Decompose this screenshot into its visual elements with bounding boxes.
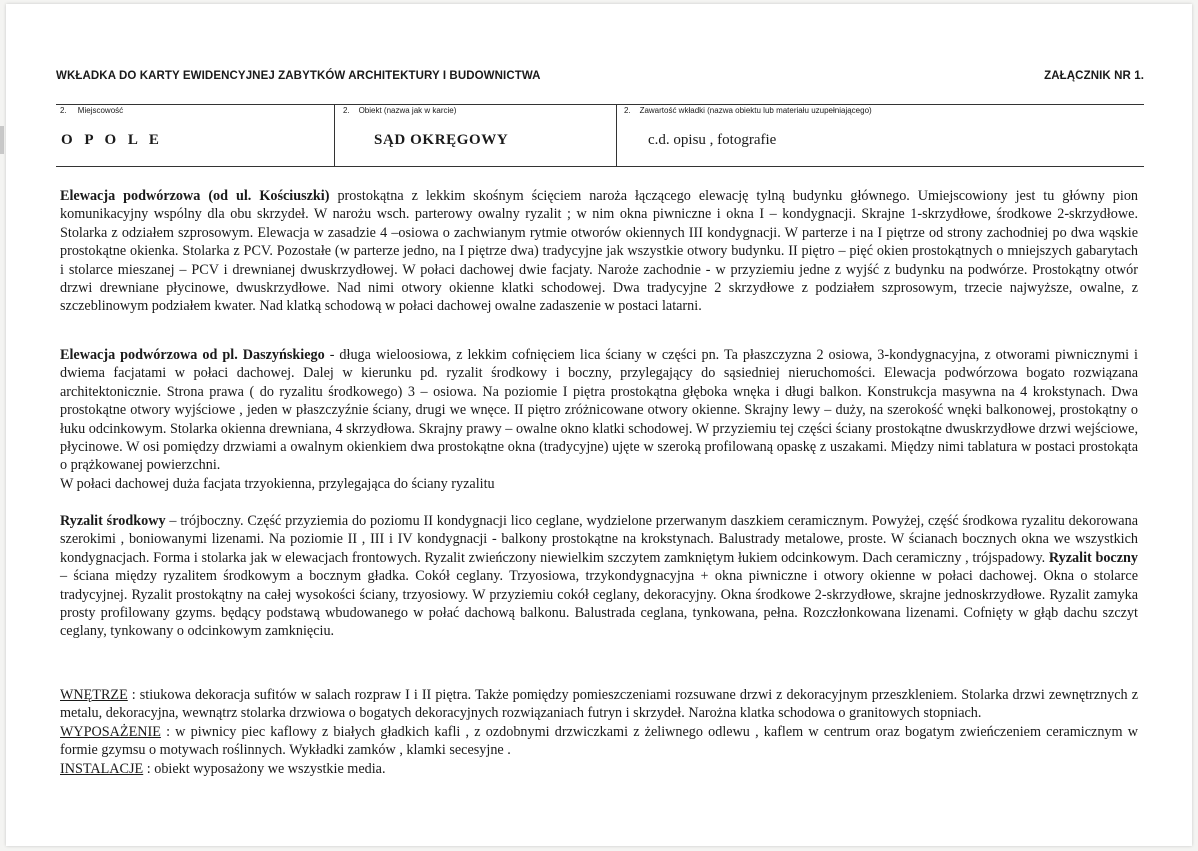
paragraph-subheading: Ryzalit boczny	[1048, 549, 1139, 566]
annex-number: ZAŁĄCZNIK NR 1.	[1044, 70, 1144, 82]
field-object-label: 2. Obiekt (nazwa jak w karcie)	[343, 106, 457, 115]
field-content-value: c.d. opisu , fotografie	[648, 132, 777, 148]
installations-text: : obiekt wyposażony we wszystkie media.	[143, 760, 386, 777]
paragraph-body: - długa wieloosiowa, z lekkim cofnięciem lica ściany w części pn. Ta płaszczyzna 2 osiowa, 3-kondygnacyjna, z otworami piwnicznymi i dwiema facjatami w połaci dachowej. Dalej w kierunku pd. ryzalit środkowy i boczny, przylegający do sąsiedniej nieruchomości. Elewacja podwórzowa bogato rozwiązana architektonicznie. Strona prawa ( do ryzalitu środkowego) 3 – osiowa. Na poziomie I piętra prostokątna głęboka wnęka i długi balkon. Konstrukcja masywna na 4 krokstynach. Dwa prostokątne otwory wyjściowe , jeden w płaszczyźnie ściany, drugi we wnęce. II piętro zróżnicowane otwory okienne. Skrajny lewy – duży, na szerokość wnęki balkonowej, prostokątny o łuku odcinkowym. Stolarka okienna drewniana, 4 skrzydłowa. Skrajny prawy – owalne okno klatki schodowej. W przyziemiu tej części ściany prostokątne dwuskrzydłowe drzwi wejściowe, płycinowe. W osi pomiędzy drzwiami a owalnym okienkiem dwa prostokątne okna (tradycyjne) ujęte w szeroką profilowaną opaskę z uszakami. Między nimi tablatura w postaci prostokąta o prążkowanej powierzchni.	[60, 347, 1138, 474]
scan-edge-mark	[0, 126, 4, 154]
paragraph-body: prostokątna z lekkim skośnym ścięciem naroża łączącego elewację tylną budynku głównego. Umiejscowiony jest tu główny pion komunikacyjny wspólny dla obu skrzydeł. W narożu wsch. parterowy owalny ryzalit ; w nim okna piwniczne i okna I – kondygnacji. Skrajne 1-skrzydłowe, środkowe 2-skrzydłowe. Stolarka z odziałem szprosowym. Elewacja w zasadzie 4 –osiowa o zachwianym rytmie otworów okiennych III kondygnacji. W parterze i na I piętrze od strony zachodniej po dwa wąskie prostokątne okienka. Stolarka z PCV. Pozostałe (w parterze jedno, na I piętrze dwa) tradycyjne jak wszystkie otwory budynku. II piętro – pięć okien prostokątnych o mniejszych gabarytach i stolarce mieszanej – PCV i drewnianej dwuskrzydłowej. W połaci dachowej dwie facjaty. Naroże zachodnie - w przyziemiu jedne z wyjść z budynku na podwórze. Prostokątny otwór drzwi drewniane płycinowe, dwuskrzydłowe. Nad nimi otwory okienne klatki schodowej. Dwa tradycyjne 2 skrzydłowe z podziałem szprosowym, trzecie najwyższe, owalne, z szczeblinowym podziałem kwater. Nad klatką schodową w połaci dachowej owalne zadaszenie w postaci latarni.	[60, 188, 1139, 315]
form-divider-2	[616, 104, 617, 166]
installations-label: INSTALACJE	[60, 760, 144, 777]
equipment-label: WYPOSAŻENIE	[60, 723, 161, 740]
paragraph-body-continuation: W połaci dachowej duża facjata trzyokienna, przylegająca do ściany ryzalitu	[60, 475, 495, 492]
form-top-rule	[56, 104, 1144, 105]
paragraph-body: – ściana między ryzalitem środkowym a bocznym gładka. Cokół ceglany. Trzyosiowa, trzykondygnacyjna + okna piwniczne i otwory okienne w połaci dachowej. Okna o stolarce tradycyjnej. Ryzalit prostokątny na całej wysokości ściany, trzyosiowy. W przyziemiu cokół ceglany, dekoracyjny. Okna środkowe 2-skrzydłowe, skrajne jednoskrzydłowe. Ryzalit zamyka prosty profilowany gzyms. będący podstawą wbudowanego w połać dachową balkonu. Balustrada ceglana, tynkowana, pełna. Rozczłonkowana lizenami. Cofnięty w głąb dachu szczyt ceglany, tynkowany o odcinkowym zamknięciu.	[60, 568, 1138, 640]
field-content-label: 2. Zawartość wkładki (nazwa obiektu lub materiału uzupełniającego)	[624, 106, 872, 115]
interior-label: WNĘTRZE	[60, 687, 128, 703]
paragraph-body: – trójboczny. Część przyziemia do poziomu II kondygnacji lico ceglane, wydzielone przerwanym daszkiem ceramicznym. Powyżej, część środkowa ryzalitu dekorowana szerokimi , boniowanymi lizenami. Na poziomie II , III i IV kondygnacji - balkony prostokątne na krokstynach. Balustrady metalowe, proste. W ścianach bocznych okna we wszystkich kondygnacjach. Forma i stolarka jak w elewacjach frontowych. Ryzalit zwieńczony niewielkim szczytem zamkniętym łukiem odcinkowym. Dach ceramiczny , trójspadowy.	[60, 513, 1138, 566]
equipment-text: : w piwnicy piec kaflowy z białych gładkich kafli , z ozdobnymi drzwiczkami z żeliwnego odlewu , kaflem w centrum oraz bogatym zwieńczeniem ceramicznym w formie gzymsu o motywach roślinnych. Wykładki zamków , klamki secesyjne .	[60, 723, 1138, 759]
field-locality-value: O P O L E	[61, 132, 163, 148]
paragraph-heading: Elewacja podwórzowa od pl. Daszyńskiego	[60, 347, 325, 363]
paragraph-interior	[60, 686, 1138, 778]
paragraph-heading: Elewacja podwórzowa (od ul. Kościuszki)	[60, 188, 330, 204]
form-bottom-rule	[56, 166, 1144, 167]
form-divider-1	[334, 104, 335, 166]
document-title: WKŁADKA DO KARTY EWIDENCYJNEJ ZABYTKÓW ARCHITEKTURY I BUDOWNICTWA	[56, 70, 541, 82]
interior-text: : stiukowa dekoracja sufitów w salach rozpraw I i II piętra. Także pomiędzy pomieszczeniami rozsuwane drzwi z dekoracyjnym przeszkleniem. Stolarka drzwi zewnętrznych z metalu, dekoracyjna, wewnątrz stolarka drzwiowa o bogatych dekoracyjnych rozwiązaniach futryn i skrzydeł. Narożna klatka schodowa o granitowych stopniach.	[60, 687, 1138, 722]
paragraph-courtyard-kosciuszki	[60, 187, 1138, 316]
paragraph-heading: Ryzalit środkowy	[60, 513, 166, 529]
paragraph-courtyard-daszynskiego	[60, 346, 1138, 493]
field-object-value: SĄD OKRĘGOWY	[374, 132, 509, 148]
field-locality-label: 2. Miejscowość	[60, 106, 124, 115]
paragraph-ryzalit	[60, 512, 1138, 641]
